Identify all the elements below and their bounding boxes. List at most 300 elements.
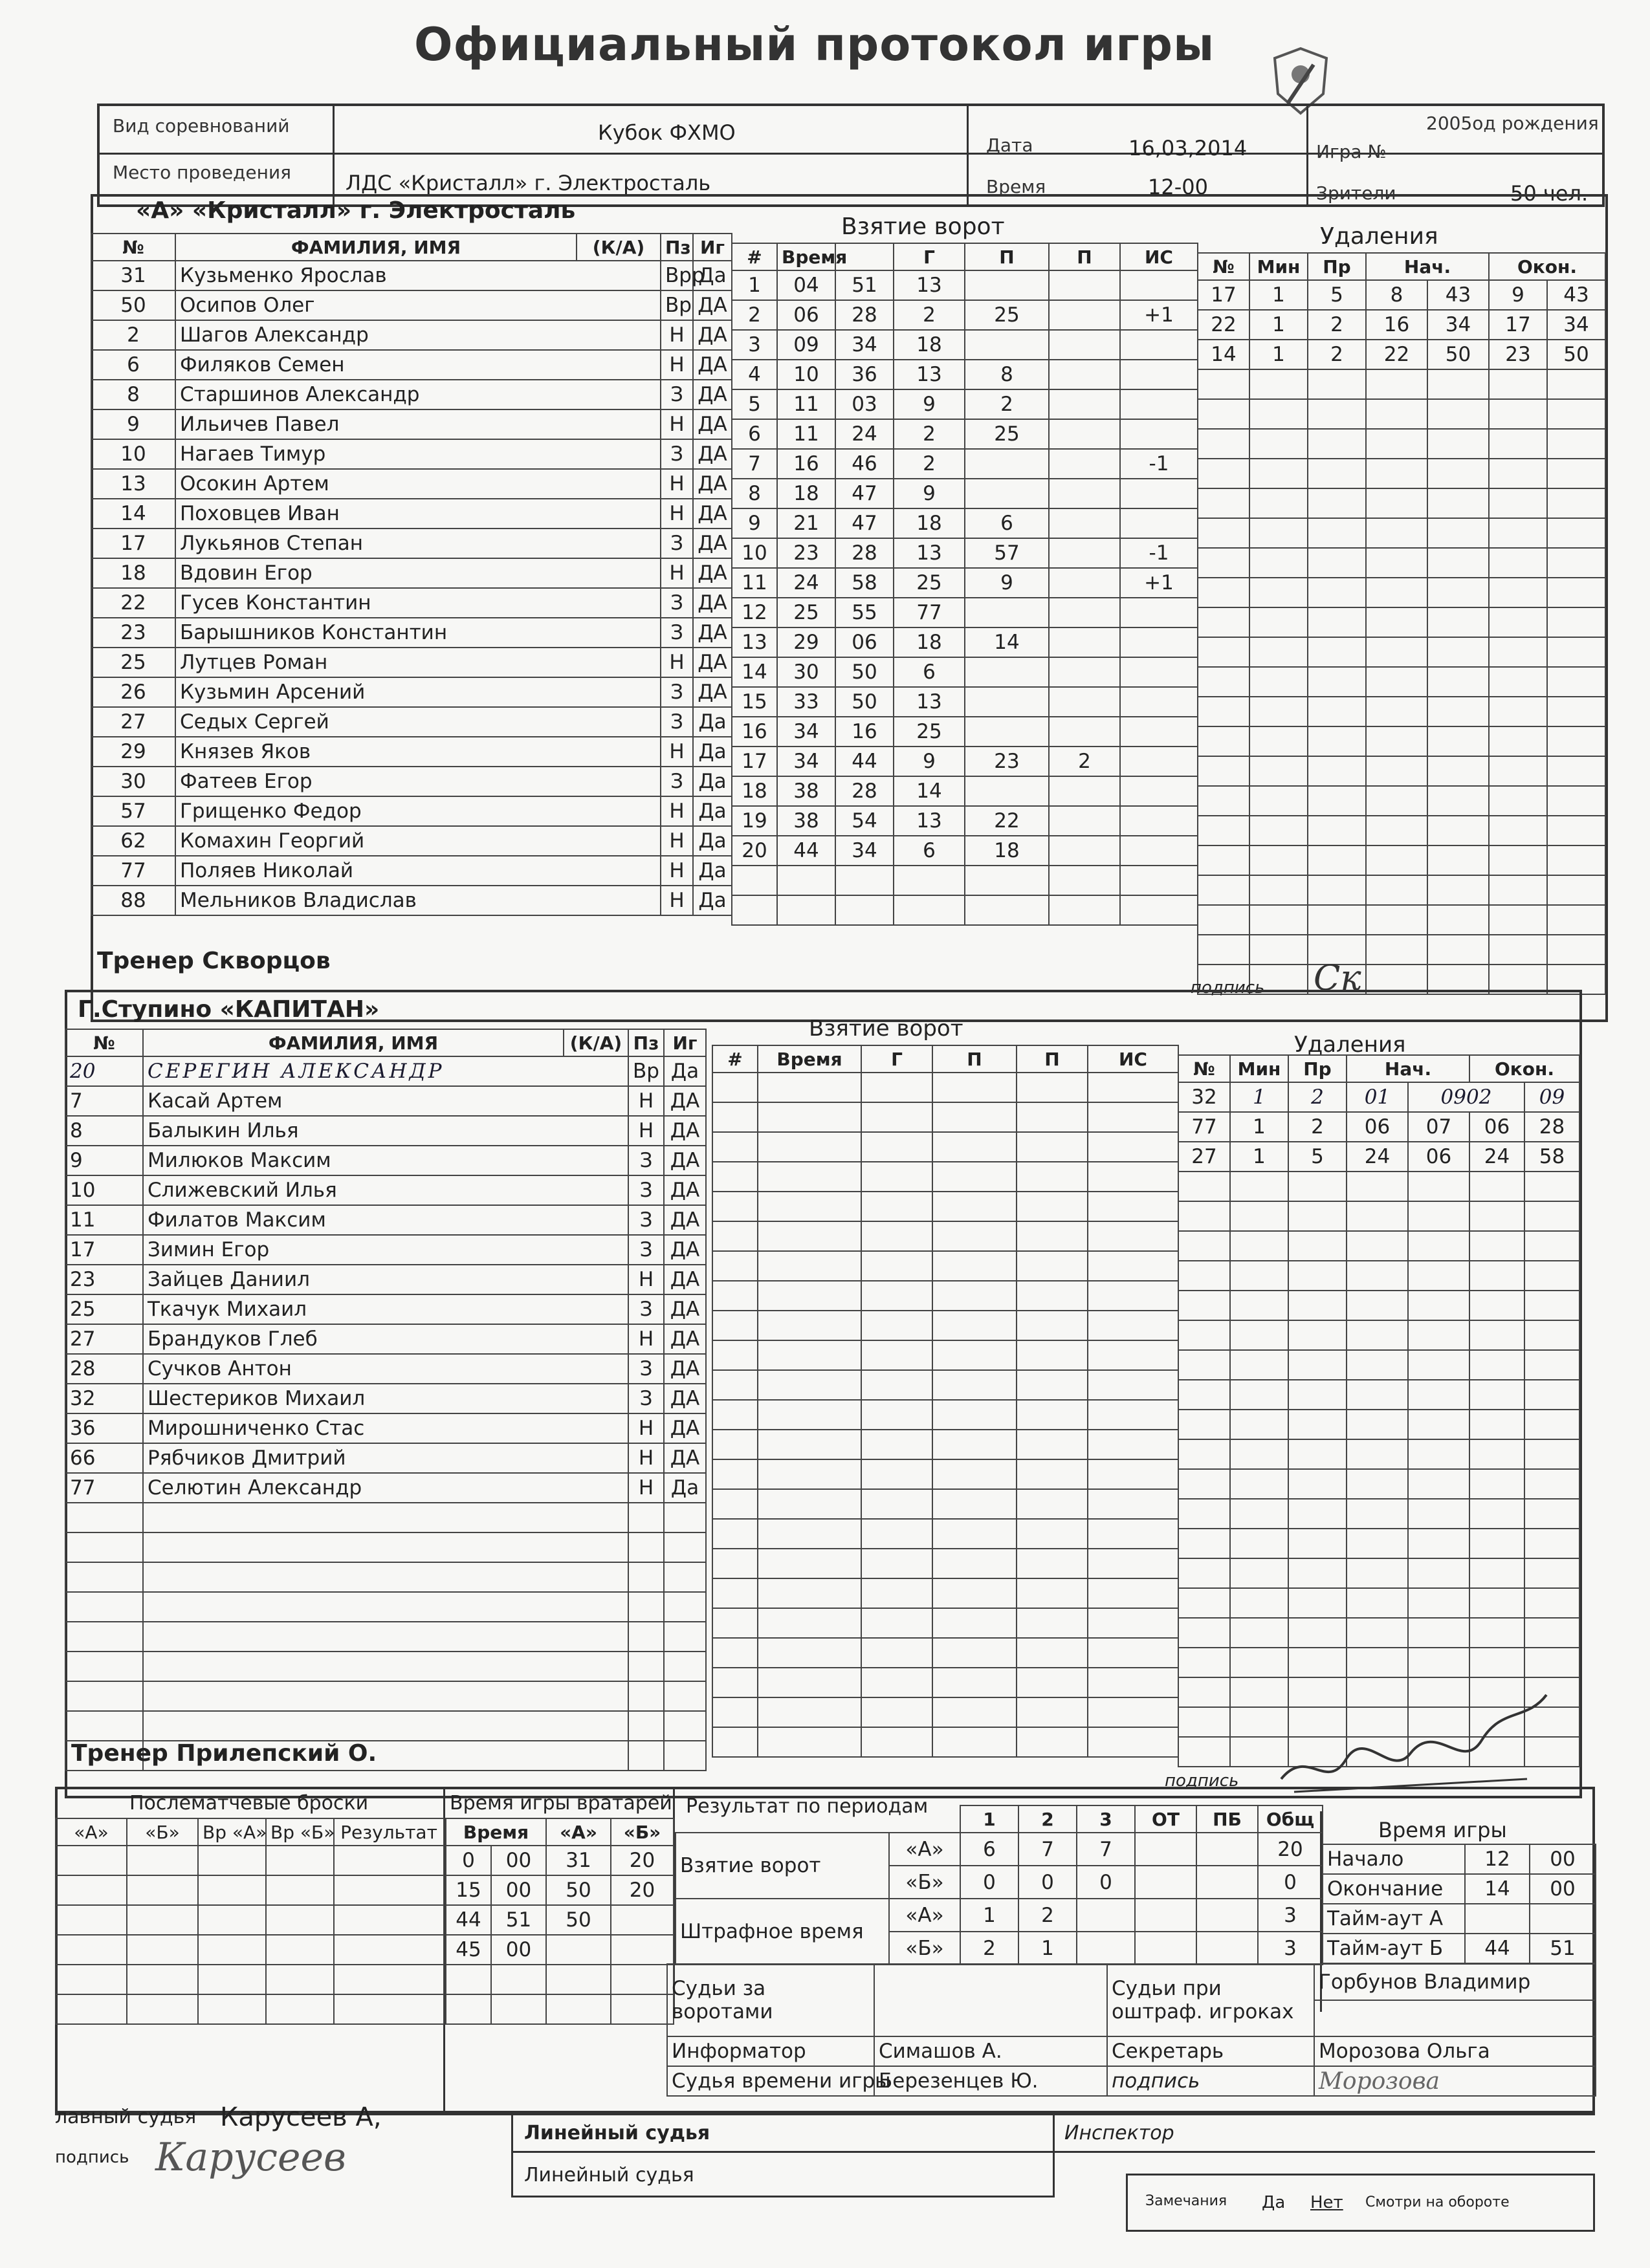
team-a-roster-row [91, 558, 732, 588]
penalty-cell: 34 [1427, 310, 1489, 340]
goal-cell: 18 [777, 479, 835, 508]
goalie-time-cell: 20 [611, 1846, 674, 1875]
goalie-time-cell: 00 [491, 1846, 546, 1875]
goal-col-0: # [732, 243, 777, 270]
period-cell: 1 [1018, 1932, 1077, 1965]
page-title: Официальный протокол игры [414, 18, 1215, 71]
goal-cell: 14 [732, 657, 777, 687]
penalty-judges-value: Горбунов Владимир [1314, 1964, 1596, 2000]
goal-cell: 34 [777, 717, 835, 747]
goalie-time-row [446, 1905, 674, 1935]
team-a-goal-row [732, 836, 1198, 866]
period-cell: 0 [1018, 1866, 1077, 1899]
penalty-cell: 34 [1547, 310, 1605, 340]
player-position: Н [661, 558, 693, 588]
team-a-roster-row [91, 290, 732, 320]
goal-cell: -1 [1120, 538, 1198, 568]
team-a-roster-row [91, 618, 732, 648]
goal-cell: 23 [965, 747, 1049, 776]
goal-cell: 2 [1049, 747, 1120, 776]
goal-cell: 16 [732, 717, 777, 747]
period-cell: «А» [889, 1899, 960, 1932]
team-a-goal-row [732, 568, 1198, 598]
goal-cell [1049, 598, 1120, 627]
chief-signature: Карусеев [155, 2135, 346, 2180]
goal-cell [1049, 300, 1120, 330]
team-b-penalties-table [1178, 1054, 1580, 1767]
player-number: 50 [91, 290, 175, 320]
player-played: ДА [664, 1413, 706, 1443]
team-a-roster-row [91, 588, 732, 618]
goal-cell [1049, 270, 1120, 300]
goal-cell: 03 [835, 389, 894, 419]
goal-cell: 54 [835, 806, 894, 836]
goal-cell: 6 [732, 419, 777, 449]
player-number: 57 [91, 796, 175, 826]
team-a-roster-row [91, 499, 732, 529]
team-a-goal-row [732, 300, 1198, 330]
team-a-roster-row [91, 886, 732, 915]
goal-cell: 25 [777, 598, 835, 627]
goal-cell: 13 [732, 627, 777, 657]
penalty-cell: 06 [1408, 1142, 1469, 1172]
period-col-3: 3 [1077, 1805, 1135, 1833]
team-a-roster-row [91, 707, 732, 737]
timeout-b-label: Тайм-аут Б [1323, 1934, 1465, 1963]
inspector-label: Инспектор [1064, 2122, 1174, 2144]
pen-start-end: 0902 [1408, 1082, 1524, 1112]
goal-cell [1049, 389, 1120, 419]
penalty-cell: 17 [1489, 310, 1547, 340]
goal-cell: 18 [894, 508, 965, 538]
goal-cell: 33 [777, 687, 835, 717]
player-number: 2 [91, 320, 175, 350]
period-col-1: 1 [960, 1805, 1018, 1833]
col-name: ФАМИЛИЯ, ИМЯ [143, 1029, 564, 1056]
player-name: Касай Артем [143, 1086, 628, 1116]
period-cell [1077, 1899, 1135, 1932]
period-cell: 3 [1258, 1932, 1323, 1965]
player-name: Гусев Константин [175, 588, 661, 618]
period-cell [1135, 1932, 1196, 1965]
team-a-sign-label: подпись [1191, 978, 1265, 998]
penalty-cell: 1 [1249, 310, 1308, 340]
goal-cell: 13 [894, 806, 965, 836]
player-number: 26 [91, 677, 175, 707]
player-number: 66 [65, 1443, 143, 1473]
player-position: З [661, 767, 693, 796]
player-position: Н [628, 1473, 664, 1503]
goal-cell [965, 776, 1049, 806]
player-position: З [628, 1146, 664, 1175]
team-b-penalties-title: Удаления [1294, 1032, 1406, 1058]
player-played: ДА [693, 350, 732, 380]
goal-cell: 06 [835, 627, 894, 657]
timekeeper-label: Судья времени игры [667, 2066, 874, 2096]
col-position: Пз [661, 234, 693, 261]
player-position: З [661, 380, 693, 409]
team-b-roster-row [65, 1056, 706, 1086]
time-value: 12-00 [1148, 175, 1208, 199]
player-name: Седых Сергей [175, 707, 661, 737]
team-b-penalty-row [1178, 1142, 1579, 1172]
period-cell: 0 [1258, 1866, 1323, 1899]
player-played: ДА [664, 1146, 706, 1175]
goal-cell: 16 [835, 717, 894, 747]
team-a-goal-row [732, 270, 1198, 300]
player-played: Да [693, 826, 732, 856]
goal-cell [1120, 360, 1198, 389]
goal-cell: 24 [835, 419, 894, 449]
player-number: 27 [65, 1324, 143, 1354]
period-cell [1196, 1833, 1258, 1866]
goal-cell: 21 [777, 508, 835, 538]
player-name: Зайцев Даниил [143, 1265, 628, 1294]
goal-cell: 46 [835, 449, 894, 479]
player-played: ДА [693, 469, 732, 499]
gk-col-time: Время [446, 1818, 546, 1846]
player-name: Зимин Егор [143, 1235, 628, 1265]
goal-cell [965, 598, 1049, 627]
spectators-label: Зрители [1316, 182, 1396, 204]
team-a-goal-row [732, 508, 1198, 538]
period-cell: «А» [889, 1833, 960, 1866]
player-position: З [661, 707, 693, 737]
player-number: 23 [91, 618, 175, 648]
penalty-cell: 43 [1547, 280, 1605, 310]
player-played: ДА [693, 380, 732, 409]
end-minutes: 00 [1530, 1874, 1596, 1904]
goal-cell: 14 [965, 627, 1049, 657]
penalty-cell: 22 [1198, 310, 1249, 340]
player-played: ДА [693, 439, 732, 469]
goal-cell: 19 [732, 806, 777, 836]
player-number: 88 [91, 886, 175, 915]
goal-cell [1049, 836, 1120, 866]
goal-col-3: Г [894, 243, 965, 270]
team-b-goals-table [712, 1045, 1179, 1758]
penalty-cell: 1 [1230, 1112, 1288, 1142]
goal-cell: 10 [732, 538, 777, 568]
team-a-roster-row [91, 469, 732, 499]
player-played: ДА [693, 558, 732, 588]
goal-cell: 38 [777, 806, 835, 836]
chief-referee-label: лавный судья [55, 2106, 197, 2128]
team-b-penalty-row [1178, 1112, 1579, 1142]
goal-cell: 38 [777, 776, 835, 806]
col-number: № [65, 1029, 143, 1056]
goal-cell [1049, 360, 1120, 389]
player-played: ДА [664, 1384, 706, 1413]
team-b-first-played: Да [664, 1056, 706, 1086]
goal-cell: 57 [965, 538, 1049, 568]
player-position: Н [661, 856, 693, 886]
goalie-time-cell: 31 [546, 1846, 611, 1875]
goal-cell: 34 [835, 330, 894, 360]
pen-minutes: 1 [1230, 1082, 1288, 1112]
player-played: ДА [664, 1175, 706, 1205]
penalty-cell: 1 [1249, 340, 1308, 369]
pen-col-number: № [1178, 1055, 1230, 1082]
goal-cell: 2 [965, 389, 1049, 419]
pen-col-end: Окон. [1469, 1055, 1579, 1082]
goal-cell: 51 [835, 270, 894, 300]
player-position: Н [661, 796, 693, 826]
player-name: Барышников Константин [175, 618, 661, 648]
player-name: Старшинов Александр [175, 380, 661, 409]
see-reverse-label: Смотри на обороте [1365, 2194, 1510, 2210]
start-minutes: 00 [1530, 1844, 1596, 1874]
chief-referee-value: Карусеев А, [220, 2102, 382, 2132]
team-b-first-number: 20 [65, 1056, 143, 1086]
goal-cell [1049, 657, 1120, 687]
goalie-time-cell: 00 [491, 1935, 546, 1965]
period-cell: 20 [1258, 1833, 1323, 1866]
goal-cell: 09 [777, 330, 835, 360]
penalty-cell: 06 [1469, 1112, 1524, 1142]
team-a-roster-row [91, 439, 732, 469]
player-number: 77 [91, 856, 175, 886]
penalty-cell: 43 [1427, 280, 1489, 310]
goalie-time-cell [546, 1935, 611, 1965]
team-a-roster-row [91, 826, 732, 856]
pen-start-min: 01 [1347, 1082, 1408, 1112]
player-number: 18 [91, 558, 175, 588]
pen-col-number: № [1198, 253, 1249, 280]
player-played: ДА [693, 499, 732, 529]
penalty-cell: 1 [1249, 280, 1308, 310]
player-played: ДА [664, 1116, 706, 1146]
col-played: Иг [693, 234, 732, 261]
team-a-roster [91, 233, 732, 916]
start-label: Начало [1323, 1844, 1465, 1874]
player-position: Н [661, 886, 693, 915]
penalty-cell: 2 [1308, 340, 1366, 369]
goal-cell: 6 [965, 508, 1049, 538]
goal-cell: 44 [777, 836, 835, 866]
penalty-cell: 24 [1469, 1142, 1524, 1172]
start-hours: 12 [1465, 1844, 1530, 1874]
penalty-cell: 16 [1366, 310, 1427, 340]
team-a-roster-row [91, 350, 732, 380]
player-position: Н [628, 1265, 664, 1294]
player-position: Н [628, 1324, 664, 1354]
player-name: Филатов Максим [143, 1205, 628, 1235]
game-number-label: Игра № [1316, 141, 1387, 162]
team-a-goal-row [732, 330, 1198, 360]
team-a-goal-row [732, 538, 1198, 568]
goal-col-5: П [1049, 243, 1120, 270]
player-position: Н [628, 1086, 664, 1116]
team-b-first-position: Вр [628, 1056, 664, 1086]
period-cell: 1 [960, 1899, 1018, 1932]
goal-cell [1120, 270, 1198, 300]
birth-year: 2005од рождения [1426, 113, 1599, 134]
player-name: Мельников Владислав [175, 886, 661, 915]
team-a-coach: Тренер Скворцов [97, 948, 331, 974]
period-cell: 2 [960, 1932, 1018, 1965]
goal-cell: 29 [777, 627, 835, 657]
penalty-cell: 58 [1524, 1142, 1579, 1172]
period-col-total: Общ [1258, 1805, 1323, 1833]
penalty-cell: 77 [1178, 1112, 1230, 1142]
penalty-cell: 50 [1427, 340, 1489, 369]
officials-table [666, 1963, 1596, 2097]
goalie-time-title: Время игры вратарей [450, 1792, 672, 1815]
period-cell [1196, 1866, 1258, 1899]
team-a-roster-row [91, 767, 732, 796]
goal-cell [1120, 479, 1198, 508]
player-position: Н [628, 1413, 664, 1443]
team-a-goal-row [732, 747, 1198, 776]
goal-cell: 2 [894, 449, 965, 479]
penalty-judges-label: Судьи при оштраф. игроках [1107, 1964, 1314, 2036]
player-number: 36 [65, 1413, 143, 1443]
goal-cell: 18 [894, 627, 965, 657]
player-number: 22 [91, 588, 175, 618]
period-cell [1135, 1833, 1196, 1866]
team-b-coach: Тренер Прилепский О. [71, 1740, 377, 1767]
gk-col-b: «Б» [611, 1818, 674, 1846]
end-hours: 14 [1465, 1874, 1530, 1904]
player-number: 30 [91, 767, 175, 796]
goalie-time-cell: 00 [491, 1875, 546, 1905]
player-position: Врр [661, 261, 693, 290]
player-played: ДА [664, 1235, 706, 1265]
team-b-roster-row [65, 1443, 706, 1473]
goal-cell [1049, 717, 1120, 747]
player-played: ДА [693, 677, 732, 707]
goal-col-3: П [932, 1045, 1017, 1073]
team-a-penalty-row [1198, 280, 1605, 310]
goal-cell: 4 [732, 360, 777, 389]
goal-cell: 06 [777, 300, 835, 330]
goal-cell: 11 [777, 419, 835, 449]
pen-col-start: Нач. [1347, 1055, 1469, 1082]
player-played: ДА [693, 290, 732, 320]
penalty-cell: 9 [1489, 280, 1547, 310]
goal-cell: 28 [835, 300, 894, 330]
competition-label: Вид соревнований [113, 115, 290, 136]
penalty-cell: 22 [1366, 340, 1427, 369]
gk-col-a: «А» [546, 1818, 611, 1846]
goal-cell: 11 [732, 568, 777, 598]
goal-cell: 6 [894, 836, 965, 866]
player-number: 32 [65, 1384, 143, 1413]
goal-cell: 2 [894, 419, 965, 449]
penalty-cell: 23 [1489, 340, 1547, 369]
team-b-roster-row [65, 1235, 706, 1265]
shootout-col-0: «А» [56, 1818, 127, 1846]
team-b-roster-row [65, 1294, 706, 1324]
player-name: Фатеев Егор [175, 767, 661, 796]
goal-cell: 9 [894, 479, 965, 508]
goal-cell: 28 [835, 776, 894, 806]
player-position: Н [661, 409, 693, 439]
team-a-roster-row [91, 320, 732, 350]
linesman-2-label: Линейный судья [524, 2164, 694, 2186]
team-a-goal-row [732, 598, 1198, 627]
player-name: Ильичев Павел [175, 409, 661, 439]
team-b-roster-row [65, 1116, 706, 1146]
player-played: ДА [693, 618, 732, 648]
remarks-no: Нет [1310, 2193, 1343, 2212]
goal-cell: 16 [777, 449, 835, 479]
place-label: Место проведения [113, 162, 291, 183]
col-played: Иг [664, 1029, 706, 1056]
team-a-roster-row [91, 856, 732, 886]
informer-label: Информатор [667, 2036, 874, 2066]
period-cell [1135, 1866, 1196, 1899]
team-a-goal-row [732, 419, 1198, 449]
player-name: Шагов Александр [175, 320, 661, 350]
player-number: 77 [65, 1473, 143, 1503]
goal-cell [965, 330, 1049, 360]
team-a-goal-row [732, 449, 1198, 479]
goal-col-6: ИС [1120, 243, 1198, 270]
goal-cell: 18 [894, 330, 965, 360]
goal-cell [1049, 538, 1120, 568]
penalty-time-label: Штрафное время [676, 1899, 889, 1965]
goal-judges-label: Судьи за воротами [667, 1964, 874, 2036]
penalty-cell: 27 [1178, 1142, 1230, 1172]
col-position: Пз [628, 1029, 664, 1056]
goals-label: Взятие ворот [676, 1833, 889, 1899]
player-number: 31 [91, 261, 175, 290]
team-a-goal-row [732, 360, 1198, 389]
player-position: Н [628, 1116, 664, 1146]
remarks-label: Замечания [1145, 2193, 1227, 2209]
team-b-roster-row [65, 1205, 706, 1235]
player-position: З [661, 439, 693, 469]
goal-cell [1120, 627, 1198, 657]
pen-col-minutes: Мин [1249, 253, 1308, 280]
goal-cell [1049, 627, 1120, 657]
penalty-cell: 2 [1288, 1112, 1347, 1142]
player-number: 9 [65, 1146, 143, 1175]
goal-col-1: Время [758, 1045, 861, 1073]
player-played: ДА [664, 1443, 706, 1473]
penalty-cell: 1 [1230, 1142, 1288, 1172]
player-name: Кузьменко Ярослав [175, 261, 661, 290]
shootout-col-2: Вр «А» [198, 1818, 266, 1846]
shootout-title: Послематчевые броски [129, 1792, 369, 1815]
goalie-time-cell: 44 [446, 1905, 491, 1935]
timeout-b-second: 51 [1530, 1934, 1596, 1963]
team-b-roster-row [65, 1086, 706, 1116]
goal-cell [965, 270, 1049, 300]
goal-col-4: П [1017, 1045, 1088, 1073]
player-number: 29 [91, 737, 175, 767]
goalie-time-cell: 15 [446, 1875, 491, 1905]
goal-cell: 8 [732, 479, 777, 508]
goal-cell: 6 [894, 657, 965, 687]
goal-cell: 18 [965, 836, 1049, 866]
team-b-sign-label: подпись [1165, 1771, 1239, 1791]
goal-cell [1120, 836, 1198, 866]
goal-cell [1120, 598, 1198, 627]
player-name: Нагаев Тимур [175, 439, 661, 469]
player-played: ДА [693, 648, 732, 677]
team-a-roster-row [91, 677, 732, 707]
team-a-roster-row [91, 529, 732, 558]
period-cell: 0 [960, 1866, 1018, 1899]
team-b-roster-row [65, 1146, 706, 1175]
end-label: Окончание [1323, 1874, 1465, 1904]
goal-cell [965, 479, 1049, 508]
player-position: Н [661, 826, 693, 856]
player-number: 25 [65, 1294, 143, 1324]
